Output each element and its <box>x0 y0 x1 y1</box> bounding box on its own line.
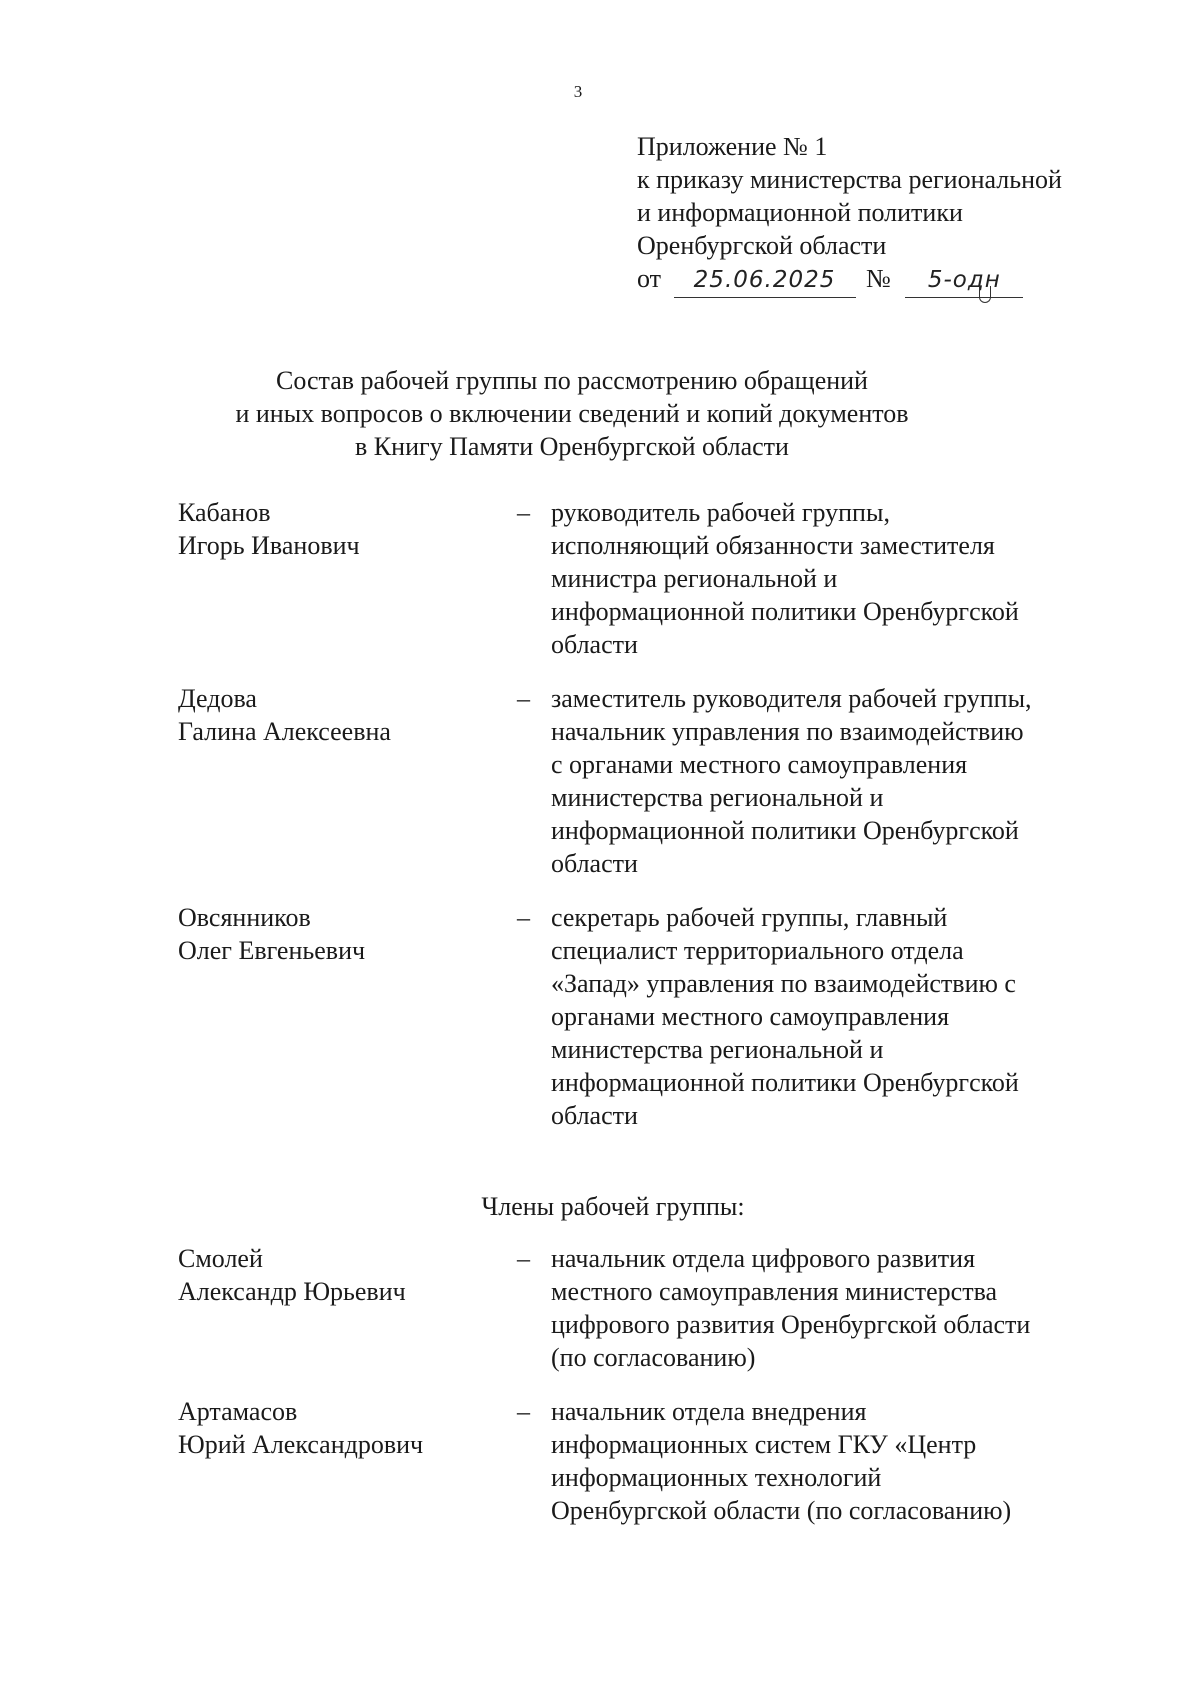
role-line: области <box>551 849 638 878</box>
member-given-name: Александр Юрьевич <box>178 1277 406 1306</box>
member-role <box>551 682 1111 880</box>
role-line: секретарь рабочей группы, главный <box>551 903 948 932</box>
appendix-ministry-line: и информационной политики <box>637 198 963 227</box>
role-line: заместитель руководителя рабочей группы, <box>551 684 1032 713</box>
role-line: специалист территориального отдела <box>551 936 964 965</box>
member-role <box>551 1395 1111 1527</box>
page-number: 3 <box>573 82 583 101</box>
member-surname: Смолей <box>178 1244 263 1273</box>
role-line: информационной политики Оренбургской <box>551 816 1019 845</box>
dash-separator: – <box>517 684 530 713</box>
role-line: руководитель рабочей группы, <box>551 498 890 527</box>
role-line: министерства региональной и <box>551 1035 884 1064</box>
number-prefix: № <box>866 264 891 293</box>
member-name <box>178 901 478 967</box>
appendix-date-number-line <box>637 262 1062 298</box>
member-surname: Овсянников <box>178 903 311 932</box>
member-name <box>178 1395 478 1461</box>
member-given-name: Юрий Александрович <box>178 1430 424 1459</box>
role-line: (по согласованию) <box>551 1343 756 1372</box>
member-given-name: Игорь Иванович <box>178 531 360 560</box>
handwriting-stroke <box>979 286 991 303</box>
member-surname: Артамасов <box>178 1397 298 1426</box>
role-line: министерства региональной и <box>551 783 884 812</box>
member-given-name: Олег Евгеньевич <box>178 936 366 965</box>
role-line: Оренбургской области (по согласованию) <box>551 1496 1012 1525</box>
date-prefix: от <box>637 264 662 293</box>
handwritten-date-field <box>674 262 856 298</box>
role-line: с органами местного самоуправления <box>551 750 968 779</box>
role-line: начальник отдела цифрового развития <box>551 1244 976 1273</box>
member-surname: Дедова <box>178 684 257 713</box>
member-role <box>551 496 1111 661</box>
document-title <box>0 364 1200 463</box>
role-line: цифрового развития Оренбургской области <box>551 1310 1031 1339</box>
role-line: начальник управления по взаимодействию <box>551 717 1024 746</box>
member-name <box>178 682 478 748</box>
member-role <box>551 901 1111 1132</box>
role-line: информационных систем ГКУ «Центр <box>551 1430 977 1459</box>
role-line: информационной политики Оренбургской <box>551 1068 1019 1097</box>
dash-separator: – <box>517 1244 530 1273</box>
role-line: местного самоуправления министерства <box>551 1277 998 1306</box>
role-line: начальник отдела внедрения <box>551 1397 867 1426</box>
role-line: органами местного самоуправления <box>551 1002 950 1031</box>
role-line: области <box>551 630 638 659</box>
title-line-1: Состав рабочей группы по рассмотрению обращений <box>276 366 868 395</box>
member-role <box>551 1242 1111 1374</box>
title-line-2: и иных вопросов о включении сведений и копий документов <box>235 399 909 428</box>
members-heading: Члены рабочей группы: <box>481 1192 745 1221</box>
member-name <box>178 496 478 562</box>
appendix-header <box>637 130 1062 298</box>
role-line: исполняющий обязанности заместителя <box>551 531 995 560</box>
title-line-3: в Книгу Памяти Оренбургской области <box>355 432 789 461</box>
member-surname: Кабанов <box>178 498 271 527</box>
handwritten-number-field <box>905 262 1023 298</box>
member-given-name: Галина Алексеевна <box>178 717 391 746</box>
role-line: «Запад» управления по взаимодействию с <box>551 969 1016 998</box>
role-line: области <box>551 1101 638 1130</box>
appendix-title: Приложение № 1 <box>637 132 828 161</box>
role-line: информационных технологий <box>551 1463 882 1492</box>
role-line: министра региональной и <box>551 564 838 593</box>
dash-separator: – <box>517 1397 530 1426</box>
dash-separator: – <box>517 498 530 527</box>
member-name <box>178 1242 478 1308</box>
dash-separator: – <box>517 903 530 932</box>
appendix-region-line: Оренбургской области <box>637 231 887 260</box>
appendix-order-ref: к приказу министерства региональной <box>637 165 1062 194</box>
role-line: информационной политики Оренбургской <box>551 597 1019 626</box>
handwritten-date: 25.06.2025 <box>693 267 836 293</box>
handwritten-number: 5-одн <box>927 267 1001 293</box>
